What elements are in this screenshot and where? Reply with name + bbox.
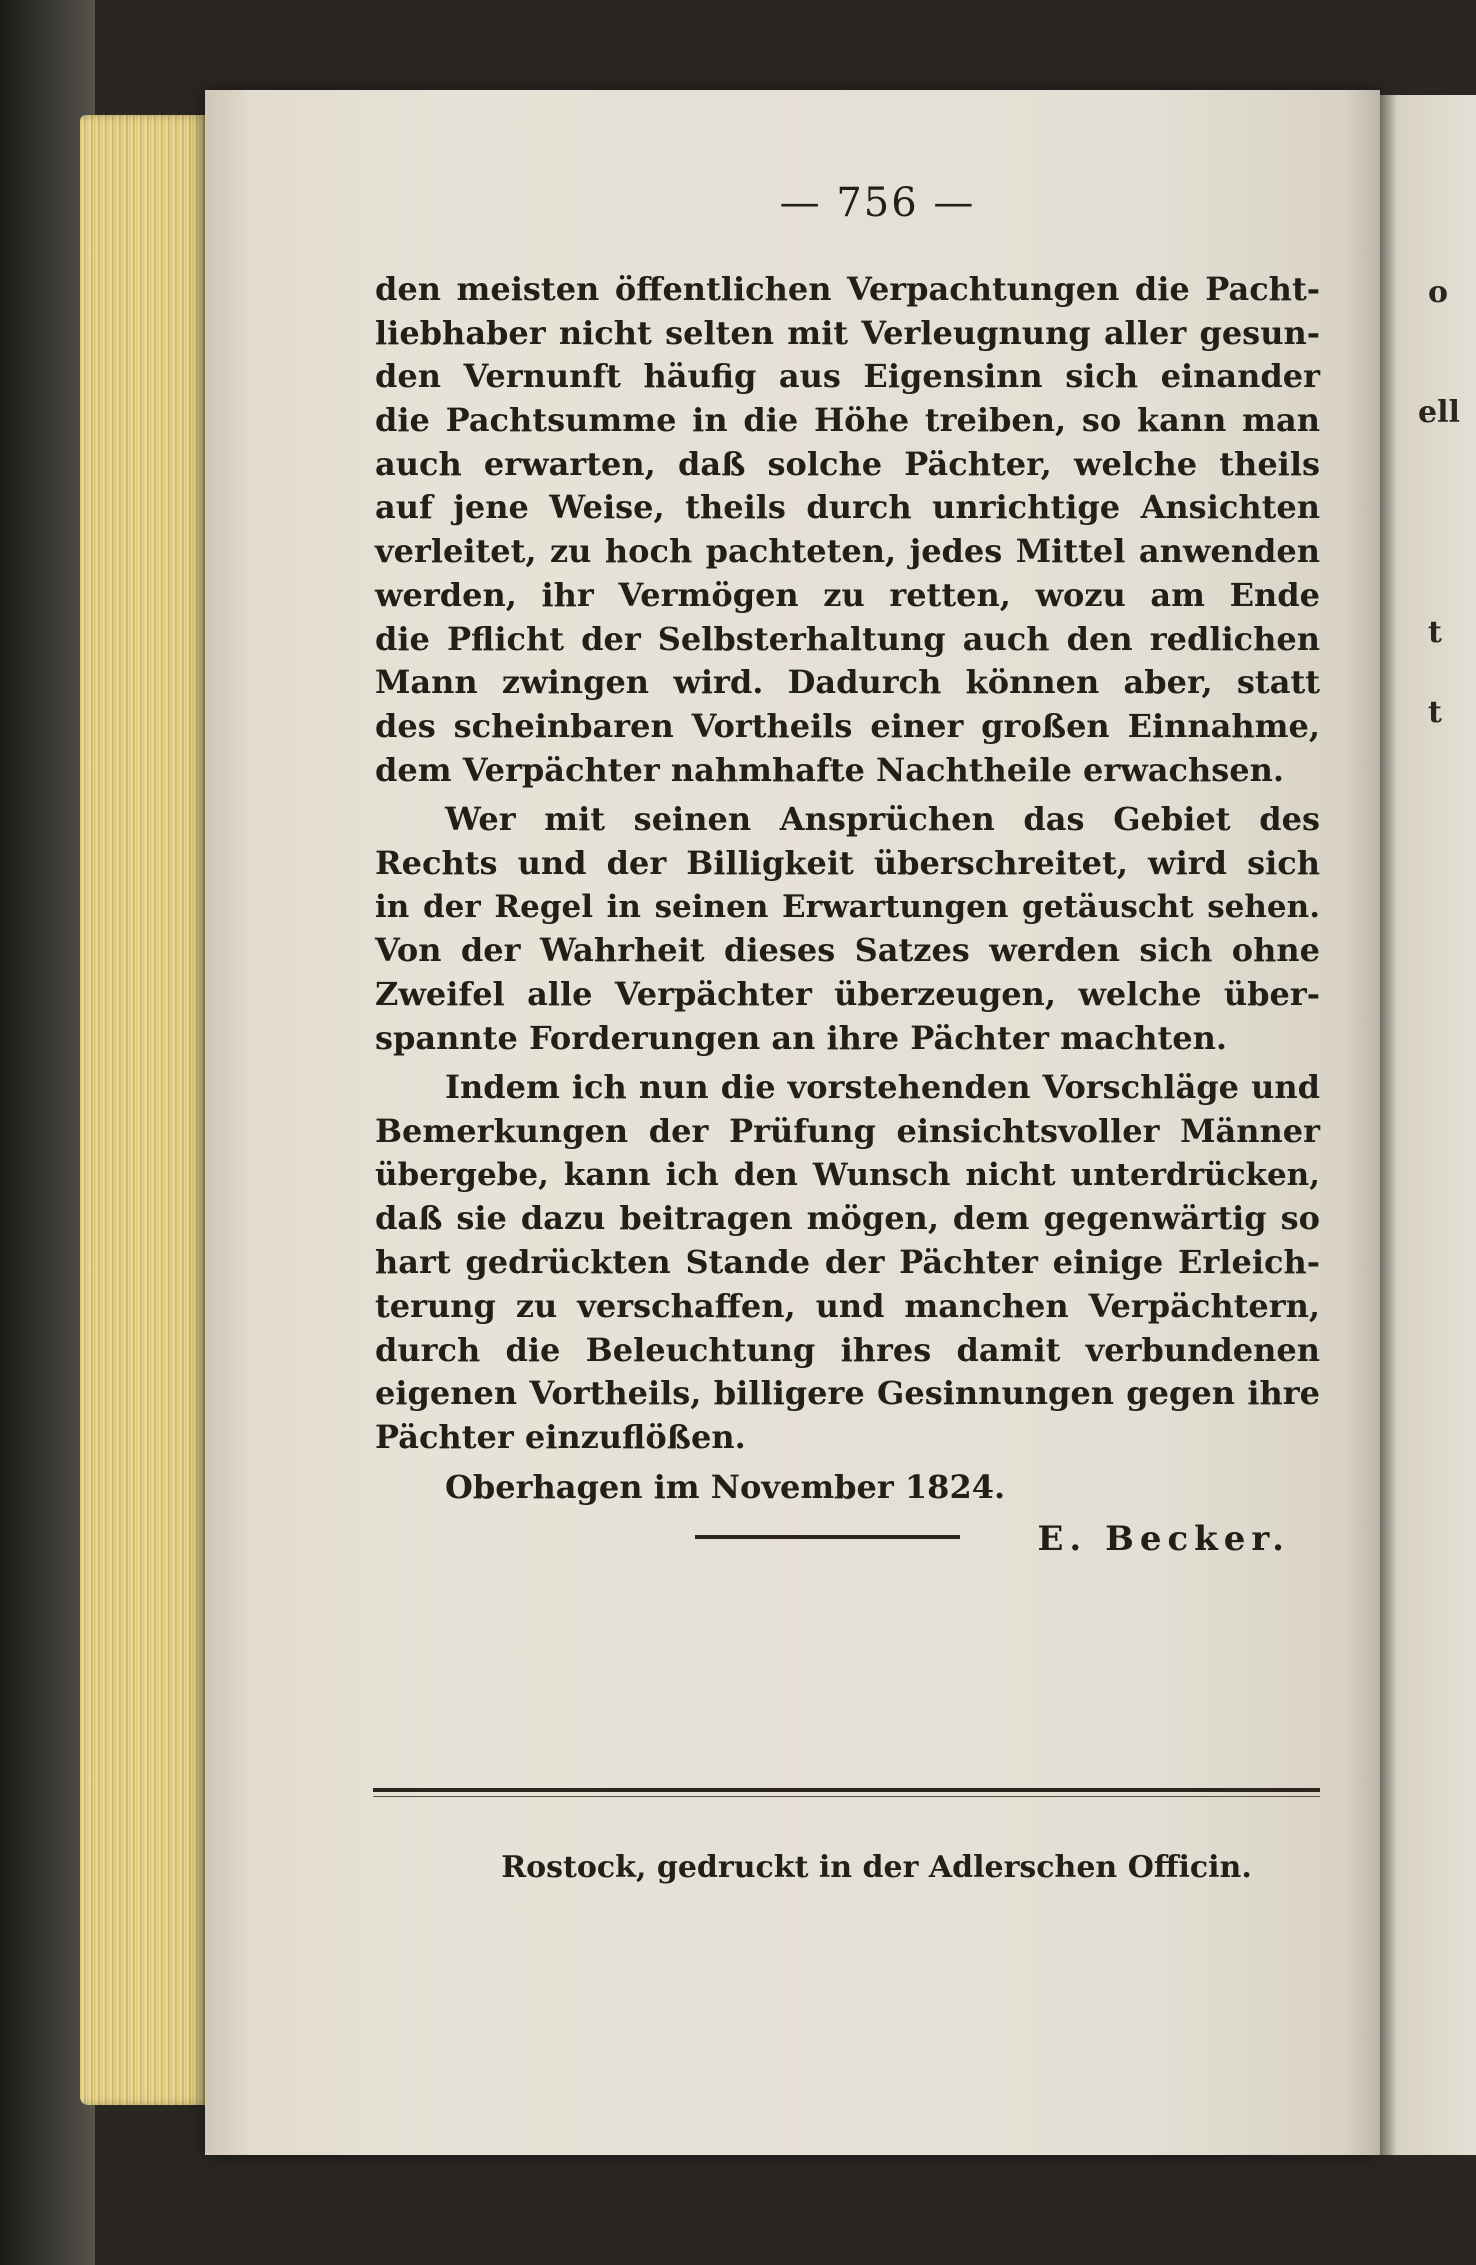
text-line: übergebe, kann ich den Wunsch nicht unterdrücken, [375, 1156, 1320, 1193]
place-date: Oberhagen im November 1824. [445, 1467, 1006, 1506]
text-line: dem Verpächter nahmhafte Nachtheile erwachsen. [375, 750, 1284, 789]
signature: E. Becker. [1037, 1519, 1290, 1560]
imprint-rule [373, 1788, 1320, 1792]
paragraph-3 [375, 1066, 1320, 1459]
imprint-rule-thin [373, 1796, 1320, 1797]
text-line: die Pflicht der Selbsterhaltung auch den redlichen [375, 619, 1320, 658]
text-line: hart gedrückten Stande der Pächter einige Erleich- [375, 1243, 1320, 1282]
text-line: auf jene Weise, theils durch unrichtige Ansichten [375, 488, 1320, 527]
text-line: terung zu verschaffen, und manchen Verpächtern, [375, 1286, 1320, 1325]
end-rule-short [695, 1535, 960, 1539]
text-line: daß sie dazu beitragen mögen, dem gegenwärtig so [375, 1199, 1320, 1238]
text-line: eigenen Vortheils, billigere Gesinnungen gegen ihre [375, 1374, 1320, 1413]
text-line: Rechts und der Billigkeit überschreitet, wird sich [375, 843, 1320, 882]
text-line: Bemerkungen der Prüfung einsichtsvoller Männer [375, 1112, 1320, 1151]
text-line: Indem ich nun die vorstehenden Vorschläge und [445, 1068, 1320, 1107]
text-line: spannte Forderungen an ihre Pächter machten. [375, 1018, 1228, 1057]
text-line: verleitet, zu hoch pachteten, jedes Mittel anwenden [375, 532, 1320, 571]
text-line: in der Regel in seinen Erwartungen getäuscht sehen. [375, 888, 1320, 925]
adjacent-page-fragment: t [1428, 615, 1442, 650]
text-line: Zweifel alle Verpächter überzeugen, welche über- [375, 975, 1320, 1013]
text-line: des scheinbaren Vortheils einer großen Einnahme, [375, 706, 1320, 745]
adjacent-page [1380, 95, 1476, 2155]
adjacent-page-fragment: t [1428, 695, 1442, 730]
text-line: Wer mit seinen Ansprüchen das Gebiet des [445, 800, 1320, 839]
text-line: den Vernunft häufig aus Eigensinn sich einander [375, 357, 1320, 396]
page-text-block [375, 180, 1320, 1559]
adjacent-page-fragment: o [1428, 275, 1449, 310]
text-line: durch die Beleuchtung ihres damit verbundenen [375, 1330, 1320, 1369]
text-line: werden, ihr Vermögen zu retten, wozu am Ende [375, 575, 1320, 614]
paragraph-2 [375, 798, 1320, 1060]
text-line: liebhaber nicht selten mit Verleugnung aller gesun- [375, 313, 1320, 352]
book-page [205, 90, 1380, 2155]
text-line: Mann zwingen wird. Dadurch können aber, statt [375, 663, 1320, 702]
text-line: Von der Wahrheit dieses Satzes werden sich ohne [375, 931, 1320, 970]
text-line: die Pachtsumme in die Höhe treiben, so kann man [375, 401, 1320, 440]
adjacent-page-fragment: ell [1418, 395, 1460, 430]
page-number: — 756 — [779, 180, 976, 226]
page-edges [80, 115, 210, 2105]
text-line: auch erwarten, daß solche Pächter, welche theils [375, 444, 1320, 483]
text-line: den meisten öffentlichen Verpachtungen die Pacht- [375, 270, 1320, 308]
text-line: Pächter einzuflößen. [375, 1417, 746, 1456]
paragraph-1 [375, 268, 1320, 792]
printer-imprint: Rostock, gedruckt in der Adlerschen Officin. [501, 1850, 1252, 1885]
